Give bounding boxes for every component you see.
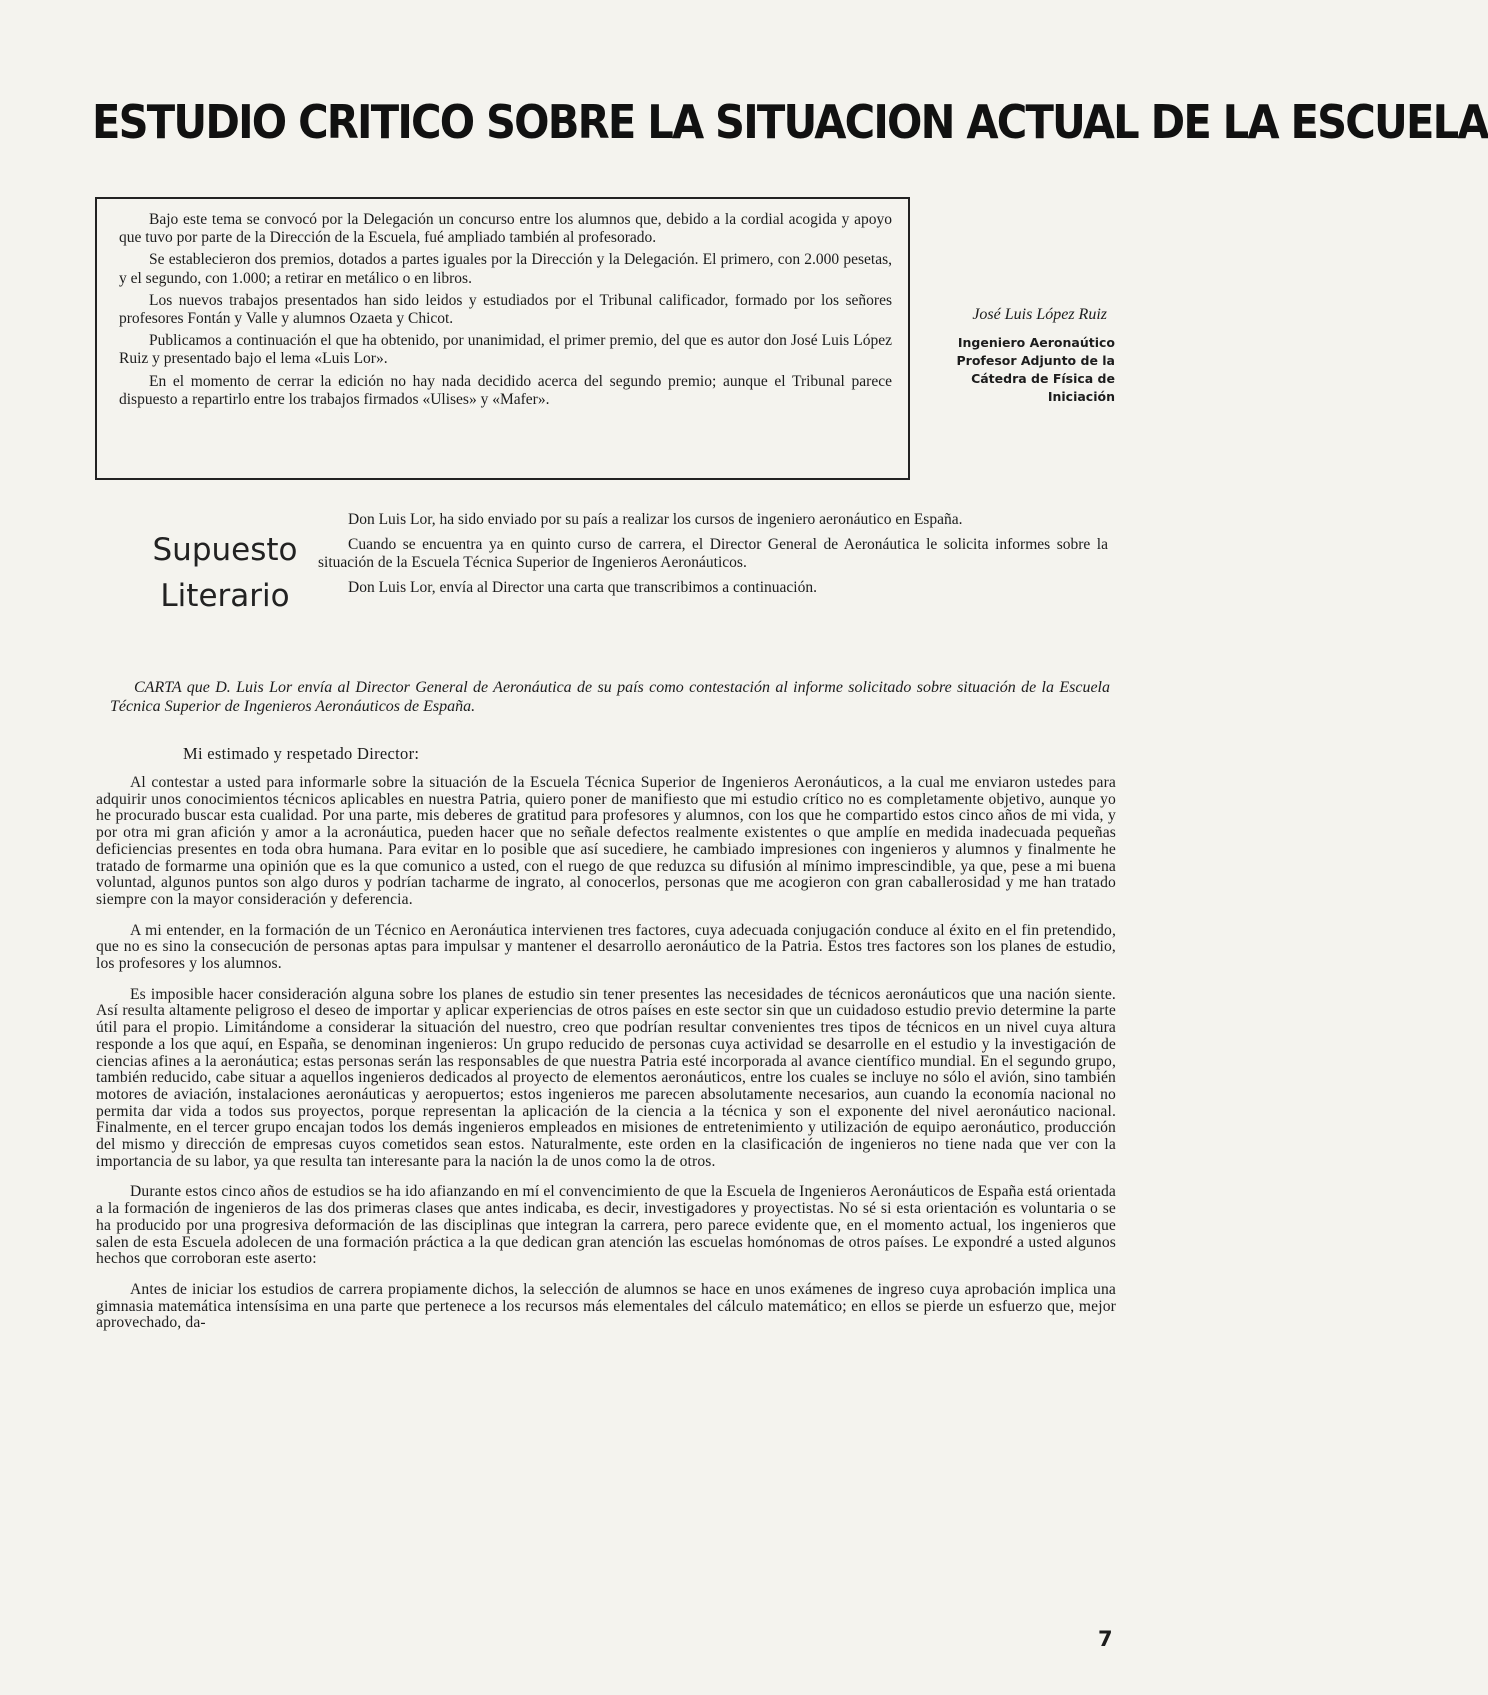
intro-box [95,197,910,480]
author-name: José Luis López Ruiz [972,306,1107,323]
supuesto-paragraph: Cuando se encuentra ya en quinto curso de carrera, el Director General de Aeronáutica le solicita informes sobre la situación de la Escuela Técnica Superior de Ingenieros Aeronáuticos. [318,536,1108,571]
page-number: 7 [1098,1627,1113,1651]
letter-salutation: Mi estimado y respetado Director: [183,744,420,763]
intro-paragraph: Publicamos a continuación el que ha obtenido, por unanimidad, el primer premio, del que es autor don José Luis López Ruiz y presentado bajo el lema «Luis Lor». [119,332,892,368]
supuesto-paragraph: Don Luis Lor, envía al Director una carta que transcribimos a continuación. [348,579,817,596]
author-role-line: Cátedra de Física de [971,371,1115,386]
body-paragraph: Antes de iniciar los estudios de carrera propiamente dichos, la selección de alumnos se hace en unos exámenes de ingreso cuya aprobación implica una gimnasia matemática intensísima en una parte que pertenece a los recursos más elementales del cálculo matemático; en ellos se pierde un esfuerzo que, mejor aprovechado, da- [96,1280,1116,1332]
body-paragraph: Durante estos cinco años de estudios se ha ido afianzando en mí el convencimiento de que la Escuela de Ingenieros Aeronáuticos de España está orientada a la formación de ingenieros de las dos primeras clases que antes indicaba, es decir, investigadores y proyectistas. No sé si esta orientación es voluntaria o se ha producido por una progresiva deformación de las disciplinas que integran la carrera, pero parece evidente que, en el momento actual, los ingenieros que salen de esta Escuela adolecen de una formación práctica a la que dedican gran atención las escuelas homónomas de otros países. Le expondré a usted algunos hechos que corroboran este aserto: [96,1183,1116,1268]
article-title: ESTUDIO CRITICO SOBRE LA SITUACION ACTUAL DE LA ESCUELA [92,95,1488,149]
body-paragraph: Es imposible hacer consideración alguna sobre los planes de estudio sin tener presentes las necesidades de técnicos aeronáuticos que una nación siente. Así resulta altamente peligroso el deseo de importar y aplicar experiencias de otros países en este sector sin que un cuidadoso estudio previo determine la parte útil para el propio. Limitándome a considerar la situación del nuestro, creo que podrían resultar convenientes tres tipos de técnicos en un nivel cuya altura responde a los que aquí, en España, se denominan ingenieros: Un grupo reducido de personas cuya actividad se desarrolle en el estudio y la investigación de ciencias afines a la aeronáutica; estas personas serán las responsables de que nuestra Patria esté incorporada al avance científico mundial. En el segundo grupo, también reducido, cabe situar a aquellos ingenieros dedicados al proyecto de elementos aeronáuticos, entre los cuales se incluye no sólo el avión, sino también motores de aviación, instalaciones aeronáuticas y aeropuertos; estos ingenieros me parecen absolutamente necesarios, aun cuando la economía nacional no permita dar vida a todos sus proyectos, porque representan la aplicación de la ciencia a la técnica y son el exponente del nivel aeronáutico nacional. Finalmente, en el tercer grupo encajan todos los demás ingenieros empleados en misiones de entretenimiento y utilización de equipo aeronáutico, producción del mismo y dirección de empresas cuyos cometidos sean estos. Naturalmente, este orden en la clasificación de ingenieros no tiene nada que ver con la importancia de su labor, ya que resulta tan interesante para la nación la de unos como la de otros. [96,985,1116,1170]
intro-paragraph: Bajo este tema se convocó por la Delegación un concurso entre los alumnos que, debido a la cordial acogida y apoyo que tuvo por parte de la Dirección de la Escuela, fué ampliado también al profesorado. [119,211,892,247]
supuesto-heading [140,527,310,619]
supuesto-heading-line: Supuesto [152,532,298,568]
intro-paragraph: Se establecieron dos premios, dotados a partes iguales por la Dirección y la Delegación. El primero, con 2.000 pesetas, y el segundo, con 1.000; a retirar en metálico o en libros. [119,251,892,287]
supuesto-text [318,511,1108,604]
body-paragraph: A mi entender, en la formación de un Técnico en Aeronáutica intervienen tres factores, cuya adecuada conjugación conduce al éxito en el fin pretendido, que no es sino la consecución de personas aptas para impulsar y mantener el desarrollo aeronáutico de la Patria. Estos tres factores son los planes de estudio, los profesores y los alumnos. [96,921,1116,973]
letter-body [96,775,1116,1346]
supuesto-heading-line: Literario [160,578,290,614]
intro-paragraph: Los nuevos trabajos presentados han sido leidos y estudiados por el Tribunal calificador, formado por los señores profesores Fontán y Valle y alumnos Ozaeta y Chicot. [119,291,892,328]
author-block [930,306,1115,406]
letter-caption-text: CARTA que D. Luis Lor envía al Director General de Aeronáutica de su país como contestación al informe solicitado sobre situación de la Escuela Técnica Superior de Ingenieros Aeronáuticos de España. [110,679,1110,715]
letter-caption [110,678,1110,716]
author-role-line: Ingeniero Aeronaútico [957,335,1115,350]
body-paragraph: Al contestar a usted para informarle sobre la situación de la Escuela Técnica Superior de Ingenieros Aeronáuticos, a la cual me enviaron ustedes para adquirir unos conocimientos técnicos aplicables en nuestra Patria, quiero poner de manifiesto que mi estudio crítico no es completamente objetivo, aunque yo he procurado buscar esta cualidad. Por una parte, mis deberes de gratitud para profesores y alumnos, con los que he compartido estos cinco años de mi vida, y por otra mi gran afición y amor a la acronáutica, pueden hacer que no señale defectos realmente existentes o que amplíe en medida inadecuada pequeñas deficiencias presentes en toda obra humana. Para evitar en lo posible que así sucediere, he cambiado impresiones con ingenieros y alumnos y finalmente he tratado de formarme una opinión que es la que comunico a usted, con el ruego de que reduzca su difusión al mínimo imprescindible, ya que, pese a mi buena voluntad, algunos puntos son algo duros y podrían tacharme de ingrato, al conocerlos, personas que me acogieron con gran caballerosidad y me han tratado siempre con la mayor consideración y deferencia. [96,774,1116,908]
author-role-line: Profesor Adjunto de la [956,353,1115,368]
supuesto-paragraph: Don Luis Lor, ha sido enviado por su país a realizar los cursos de ingeniero aeronáutico en España. [348,511,963,528]
author-role [930,334,1115,406]
author-role-line: Iniciación [1047,389,1115,404]
intro-paragraph: En el momento de cerrar la edición no hay nada decidido acerca del segundo premio; aunque el Tribunal parece dispuesto a repartirlo entre los trabajos firmados «Ulises» y «Mafer». [119,372,892,408]
